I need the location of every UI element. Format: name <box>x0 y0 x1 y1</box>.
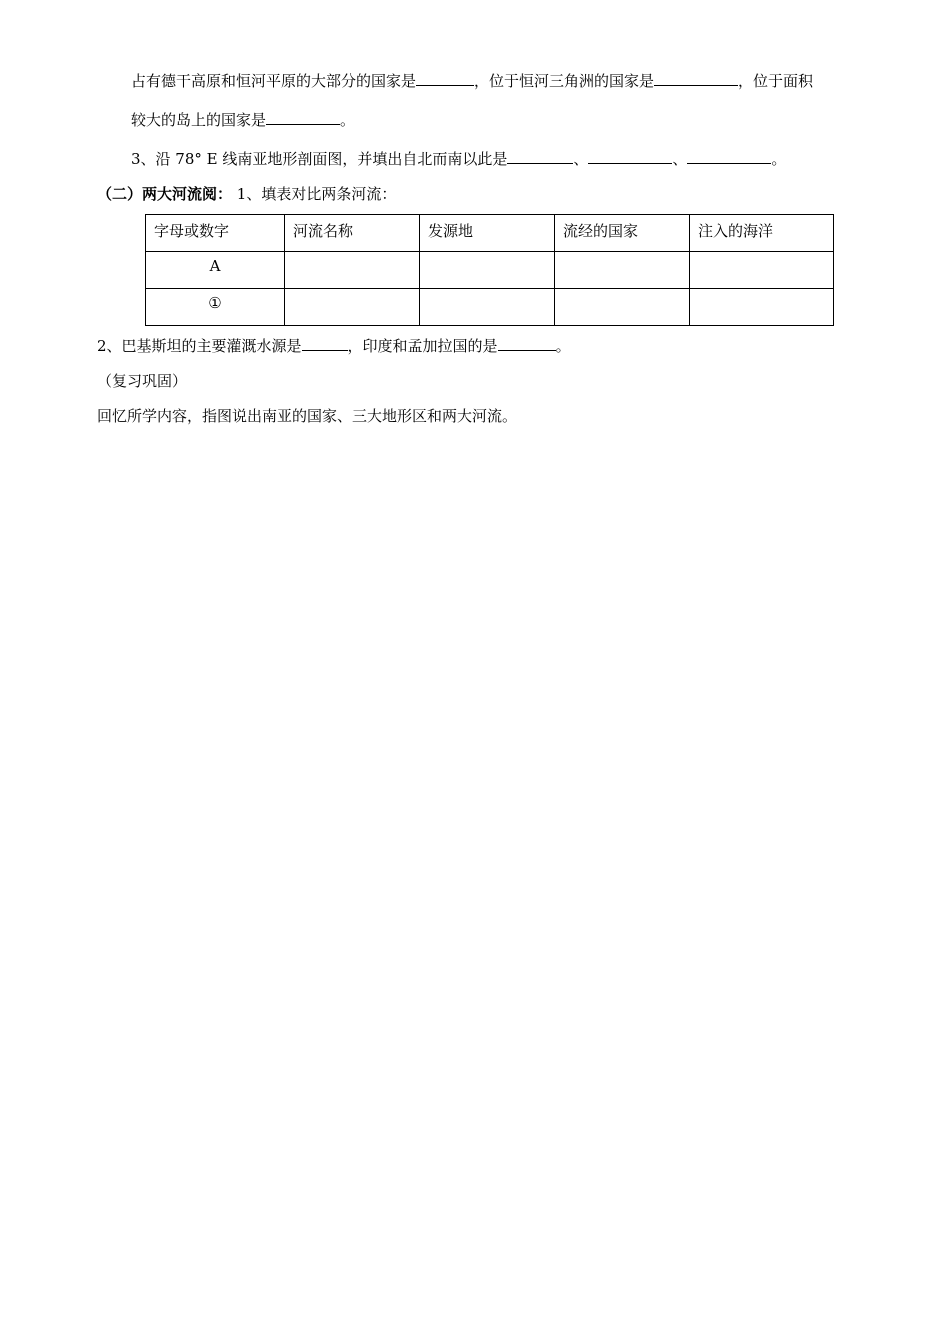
question-text: ，位于面积 <box>738 72 814 90</box>
answer-cell[interactable] <box>420 252 555 289</box>
answer-blank[interactable] <box>416 70 474 86</box>
question-deccan-ganges <box>131 70 813 91</box>
header-cell: 字母或数字 <box>146 215 285 252</box>
question-irrigation <box>97 335 571 356</box>
header-cell: 流经的国家 <box>555 215 690 252</box>
question-text: 2、巴基斯坦的主要灌溉水源是 <box>97 337 302 355</box>
answer-cell[interactable] <box>555 252 690 289</box>
header-cell: 河流名称 <box>285 215 420 252</box>
question-78e-profile <box>131 148 786 169</box>
answer-blank[interactable] <box>588 148 672 164</box>
question-text: 3、沿 78° E 线南亚地形剖面图，并填出自北而南以此是 <box>131 150 508 168</box>
answer-blank[interactable] <box>302 335 348 351</box>
section-two-rivers <box>97 184 396 204</box>
question-text: 占有德干高原和恒河平原的大部分的国家是 <box>131 72 417 90</box>
answer-cell[interactable] <box>420 289 555 326</box>
row-label-cell: ① <box>146 289 285 326</box>
river-comparison-table <box>145 214 834 326</box>
header-cell: 发源地 <box>420 215 555 252</box>
answer-blank[interactable] <box>687 148 771 164</box>
answer-cell[interactable] <box>285 252 420 289</box>
answer-blank[interactable] <box>654 70 738 86</box>
review-text: 回忆所学内容，指图说出南亚的国家、三大地形区和两大河流。 <box>97 407 518 425</box>
table-header-row <box>146 215 834 252</box>
question-text: 。 <box>555 337 571 355</box>
answer-blank[interactable] <box>498 335 556 351</box>
answer-cell[interactable] <box>690 289 834 326</box>
review-heading: （复习巩固） <box>97 372 188 390</box>
answer-blank[interactable] <box>266 109 340 125</box>
row-label-cell: A <box>146 252 285 289</box>
answer-cell[interactable] <box>285 289 420 326</box>
section-instruction: 1、填表对比两条河流： <box>236 185 397 203</box>
question-text: ，印度和孟加拉国的是 <box>347 337 498 355</box>
separator: 、 <box>573 150 589 168</box>
header-cell: 注入的海洋 <box>690 215 834 252</box>
question-island-country <box>131 109 355 130</box>
table-row <box>146 252 834 289</box>
question-text: 。 <box>771 150 787 168</box>
section-heading: （二）两大河流阅： <box>97 185 233 203</box>
answer-cell[interactable] <box>690 252 834 289</box>
question-text: 较大的岛上的国家是 <box>131 111 267 129</box>
table-row <box>146 289 834 326</box>
answer-blank[interactable] <box>507 148 573 164</box>
separator: 、 <box>672 150 688 168</box>
question-text: 。 <box>340 111 356 129</box>
answer-cell[interactable] <box>555 289 690 326</box>
question-text: ，位于恒河三角洲的国家是 <box>474 72 655 90</box>
